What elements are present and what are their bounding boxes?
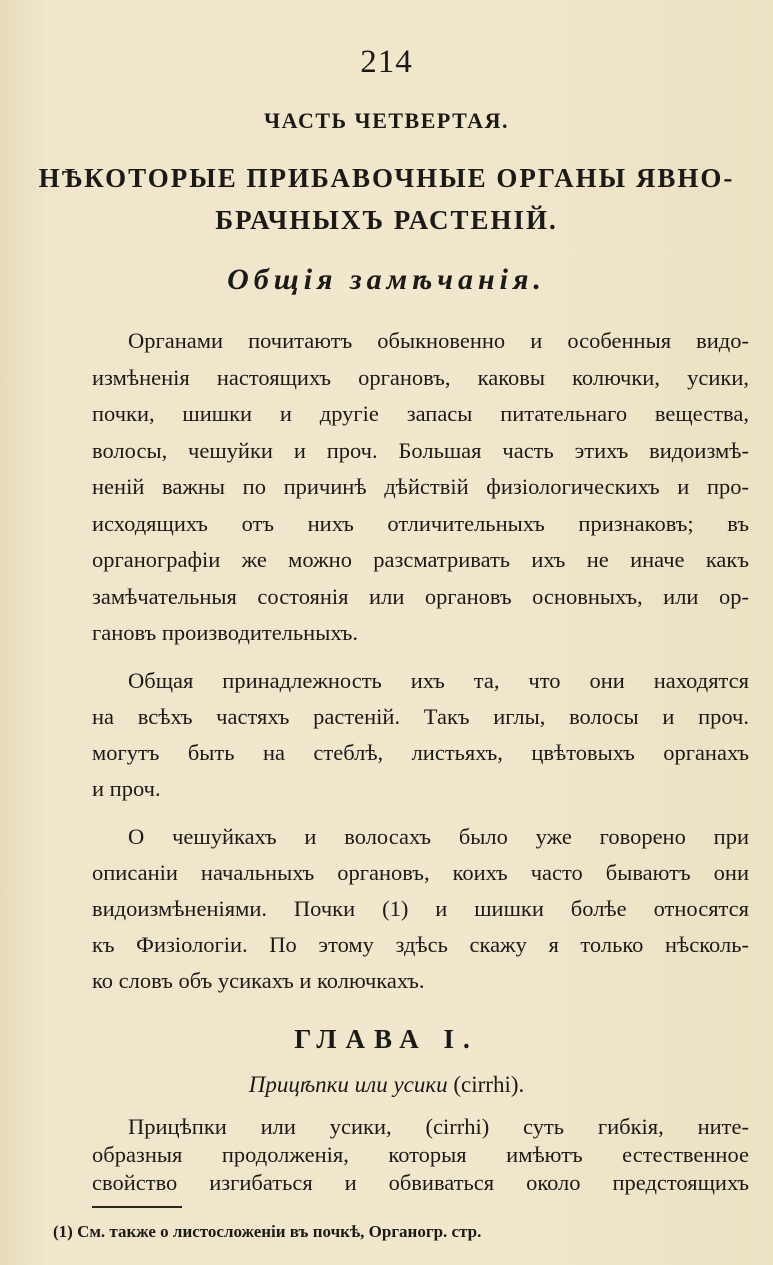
- paragraph-line: гановъ производительныхъ.: [92, 620, 358, 645]
- chapter-subtitle-text: Прицѣпки или усики: [248, 1072, 448, 1097]
- paragraph-line: на всѣхъ частяхъ растеній. Такъ иглы, волосы и проч.: [92, 704, 749, 729]
- paragraph-line: описаніи начальныхъ органовъ, коихъ часто бываютъ они: [92, 860, 749, 885]
- paragraph-line: могутъ быть на стеблѣ, листьяхъ, цвѣтовыхъ органахъ: [92, 740, 749, 765]
- paragraph-line: неній важны по причинѣ дѣйствій физіологическихъ и про-: [92, 474, 749, 499]
- footnote-rule: [92, 1206, 182, 1208]
- paragraph-line: Прицѣпки или усики, (cirrhi) суть гибкія, ните-: [128, 1114, 749, 1139]
- main-title-line-2: БРАЧНЫХЪ РАСТЕНІЙ.: [215, 205, 558, 235]
- paragraph-line: замѣчательныя состоянія или органовъ основныхъ, или ор-: [92, 584, 749, 609]
- footnote: (1) См. также о листосложеніи въ почкѣ, Органогр. стр.: [53, 1222, 482, 1241]
- section-subtitle: Общія замѣчанія.: [227, 263, 546, 296]
- page-number: 214: [360, 44, 413, 80]
- paragraph-line: О чешуйкахъ и волосахъ было уже говорено при: [128, 824, 749, 849]
- part-title: ЧАСТЬ ЧЕТВЕРТАЯ.: [264, 108, 509, 133]
- main-title-line-1: НѢКОТОРЫЕ ПРИБАВОЧНЫЕ ОРГАНЫ ЯВНО-: [38, 163, 735, 193]
- paragraph-line: образныя продолженія, которыя имѣютъ естественное: [92, 1142, 749, 1167]
- paragraph-line: Органами почитаютъ обыкновенно и особенныя видо-: [128, 328, 749, 353]
- paragraph-line: свойство изгибаться и обвиваться около предстоящихъ: [92, 1170, 749, 1195]
- paragraph-line: Общая принадлежность ихъ та, что они находятся: [128, 668, 749, 693]
- paragraph-line: ко словъ объ усикахъ и колючкахъ.: [92, 968, 425, 993]
- paragraph-line: видоизмѣненіями. Почки (1) и шишки болѣе относятся: [92, 896, 749, 921]
- paragraph-line: почки, шишки и другіе запасы питательнаго вещества,: [92, 401, 749, 426]
- chapter-subtitle: [0, 1072, 773, 1098]
- paragraph-line: къ Физіологіи. По этому здѣсь скажу я только нѣсколь-: [92, 932, 749, 957]
- paragraph-line: и проч.: [92, 776, 161, 801]
- chapter-title: ГЛАВА I.: [294, 1024, 479, 1054]
- paragraph-line: органографіи же можно разсматривать ихъ не иначе какъ: [92, 547, 749, 572]
- paragraph-line: измѣненія настоящихъ органовъ, каковы колючки, усики,: [92, 365, 749, 390]
- paragraph-line: волосы, чешуйки и проч. Большая часть этихъ видоизмѣ-: [92, 438, 749, 463]
- chapter-subtitle-latin: (cirrhi).: [453, 1072, 525, 1097]
- paragraph-line: исходящихъ отъ нихъ отличительныхъ признаковъ; въ: [92, 511, 749, 536]
